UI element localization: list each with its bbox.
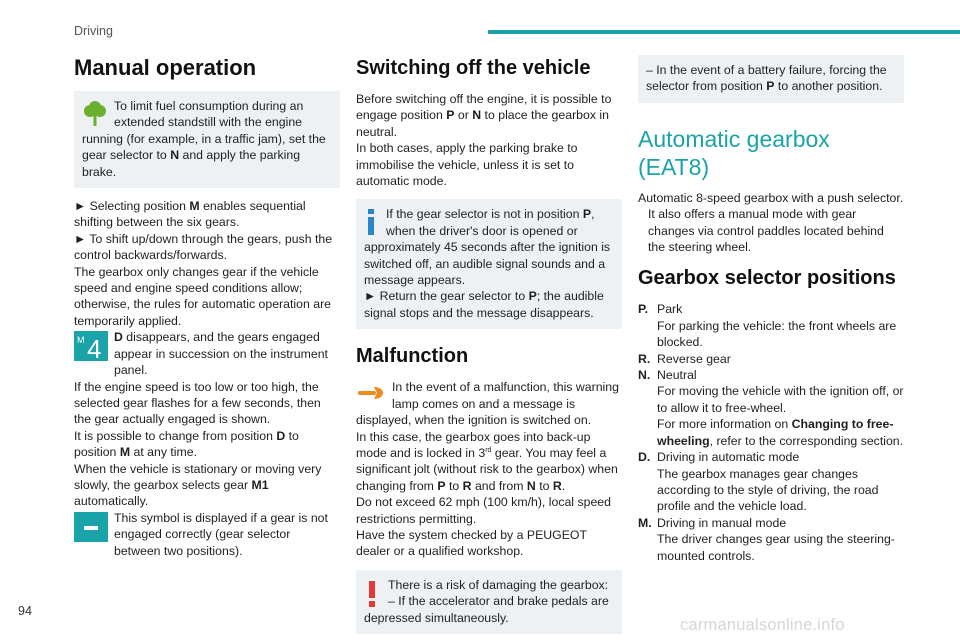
switch-p2: In both cases, apply the parking brake to immobilise the vehicle, unless it is set to automatic mode. <box>356 141 578 189</box>
danger-note <box>356 570 622 634</box>
symbol-note <box>74 510 340 559</box>
heading-malfunction: Malfunction <box>356 345 469 368</box>
continued-note-text: – In the event of a battery failure, forcing the selector from position P to another position. <box>646 63 887 94</box>
heading-automatic-gearbox: Automatic gearbox (EAT8) <box>638 125 830 180</box>
column-switching-off <box>356 55 622 644</box>
page-number: 94 <box>18 604 32 618</box>
info-note-text: If the gear selector is not in position P, when the driver's door is opened or approximately 45 seconds after the ignition is switched off, an audible signal sounds and a message appears. <box>364 207 611 288</box>
malf-p4: Do not exceed 62 mph (100 km/h), local speed restrictions permitting. <box>356 495 611 526</box>
list-item: D. Driving in automatic mode The gearbox manages gear changes according to the style of driving, the road profile and the vehicle load. <box>638 450 879 514</box>
manual-p4: If the engine speed is too low or too high, the selected gear flashes for a few seconds, then the gear actually engaged is shown. <box>74 379 321 427</box>
list-item: P. Park For parking the vehicle: the front wheels are blocked. <box>638 302 897 350</box>
warn-lamp-note <box>356 379 622 428</box>
info-note-text2: ► Return the gear selector to P; the audible signal stops and the message disappears. <box>364 289 604 320</box>
auto-intro2: It also offers a manual mode with gear changes via control paddles located behind the steering wheel. <box>648 207 884 255</box>
manual-p1: ► Selecting position M enables sequential shifting between the six gears. <box>74 199 306 230</box>
list-item: R. Reverse gear <box>638 351 731 366</box>
heading-manual-operation: Manual operation <box>74 55 257 80</box>
list-item: M. Driving in manual mode The driver changes gear using the steering-mounted controls. <box>638 515 895 563</box>
eco-note <box>74 91 340 188</box>
svg-text:M: M <box>77 335 85 346</box>
gear-display-icon <box>74 331 108 361</box>
eco-note-text: To limit fuel consumption during an extended standstill with the engine running (for example, in a traffic jam), set the gear selector to N and apply the parking brake. <box>82 99 326 179</box>
heading-switching-off: Switching off the vehicle <box>356 57 591 79</box>
manual-p2: ► To shift up/down through the gears, push the control backwards/forwards. <box>74 231 333 263</box>
info-icon <box>364 209 378 235</box>
watermark: carmanualsonline.info <box>680 616 845 634</box>
section-title: Driving <box>74 24 113 38</box>
d-note <box>74 329 340 378</box>
heading-selector-positions: Gearbox selector positions <box>638 267 896 290</box>
malf-p3: In this case, the gearbox goes into back-up mode and is locked in 3rd gear. You may feel a significant jolt (without risk to the gearbox) when changing from P to R and from N to R. <box>356 429 618 493</box>
danger-note-text: There is a risk of damaging the gearbox: <box>388 577 609 592</box>
auto-intro: Automatic 8-speed gearbox with a push selector. <box>638 190 904 205</box>
list-item: N. Neutral For moving the vehicle with the ignition off, or to allow it to free-wheel. For more information on Changing to free-wheeling, refer to the corresponding section. <box>638 368 904 448</box>
continued-note <box>638 55 904 103</box>
positions-list <box>638 301 904 564</box>
warn-lamp-text: In the event of a malfunction, this warning lamp comes on and a message is displayed, when the ignition is switched on. <box>356 380 619 428</box>
column-automatic-gearbox <box>638 55 904 564</box>
wrench-warning-icon <box>356 382 386 406</box>
danger-item: – If the accelerator and brake pedals are depressed simultaneously. <box>364 594 609 625</box>
manual-p5: It is possible to change from position D to position M at any time. <box>74 428 299 460</box>
header-rule <box>488 30 960 34</box>
manual-p3: The gearbox only changes gear if the vehicle speed and engine speed conditions allow; otherwise, the rules for automatic operation are temporarily applied. <box>74 264 332 328</box>
d-note-text: D disappears, and the gears engaged appear in succession on the instrument panel. <box>114 330 328 378</box>
info-note <box>356 199 622 329</box>
exclamation-icon <box>366 581 378 607</box>
tree-icon <box>82 101 108 127</box>
malf-p5: Have the system checked by a PEUGEOT dealer or a qualified workshop. <box>356 527 587 559</box>
column-manual-operation <box>74 55 340 559</box>
manual-p6: When the vehicle is stationary or moving very slowly, the gearbox selects gear M1 automatically. <box>74 461 322 509</box>
svg-text:4: 4 <box>87 334 102 362</box>
gear-dash-icon <box>74 512 108 542</box>
symbol-note-text: This symbol is displayed if a gear is not engaged correctly (gear selector between two positions). <box>114 510 328 558</box>
switch-p1: Before switching off the engine, it is possible to engage position P or N to place the gearbox in neutral. <box>356 92 612 139</box>
